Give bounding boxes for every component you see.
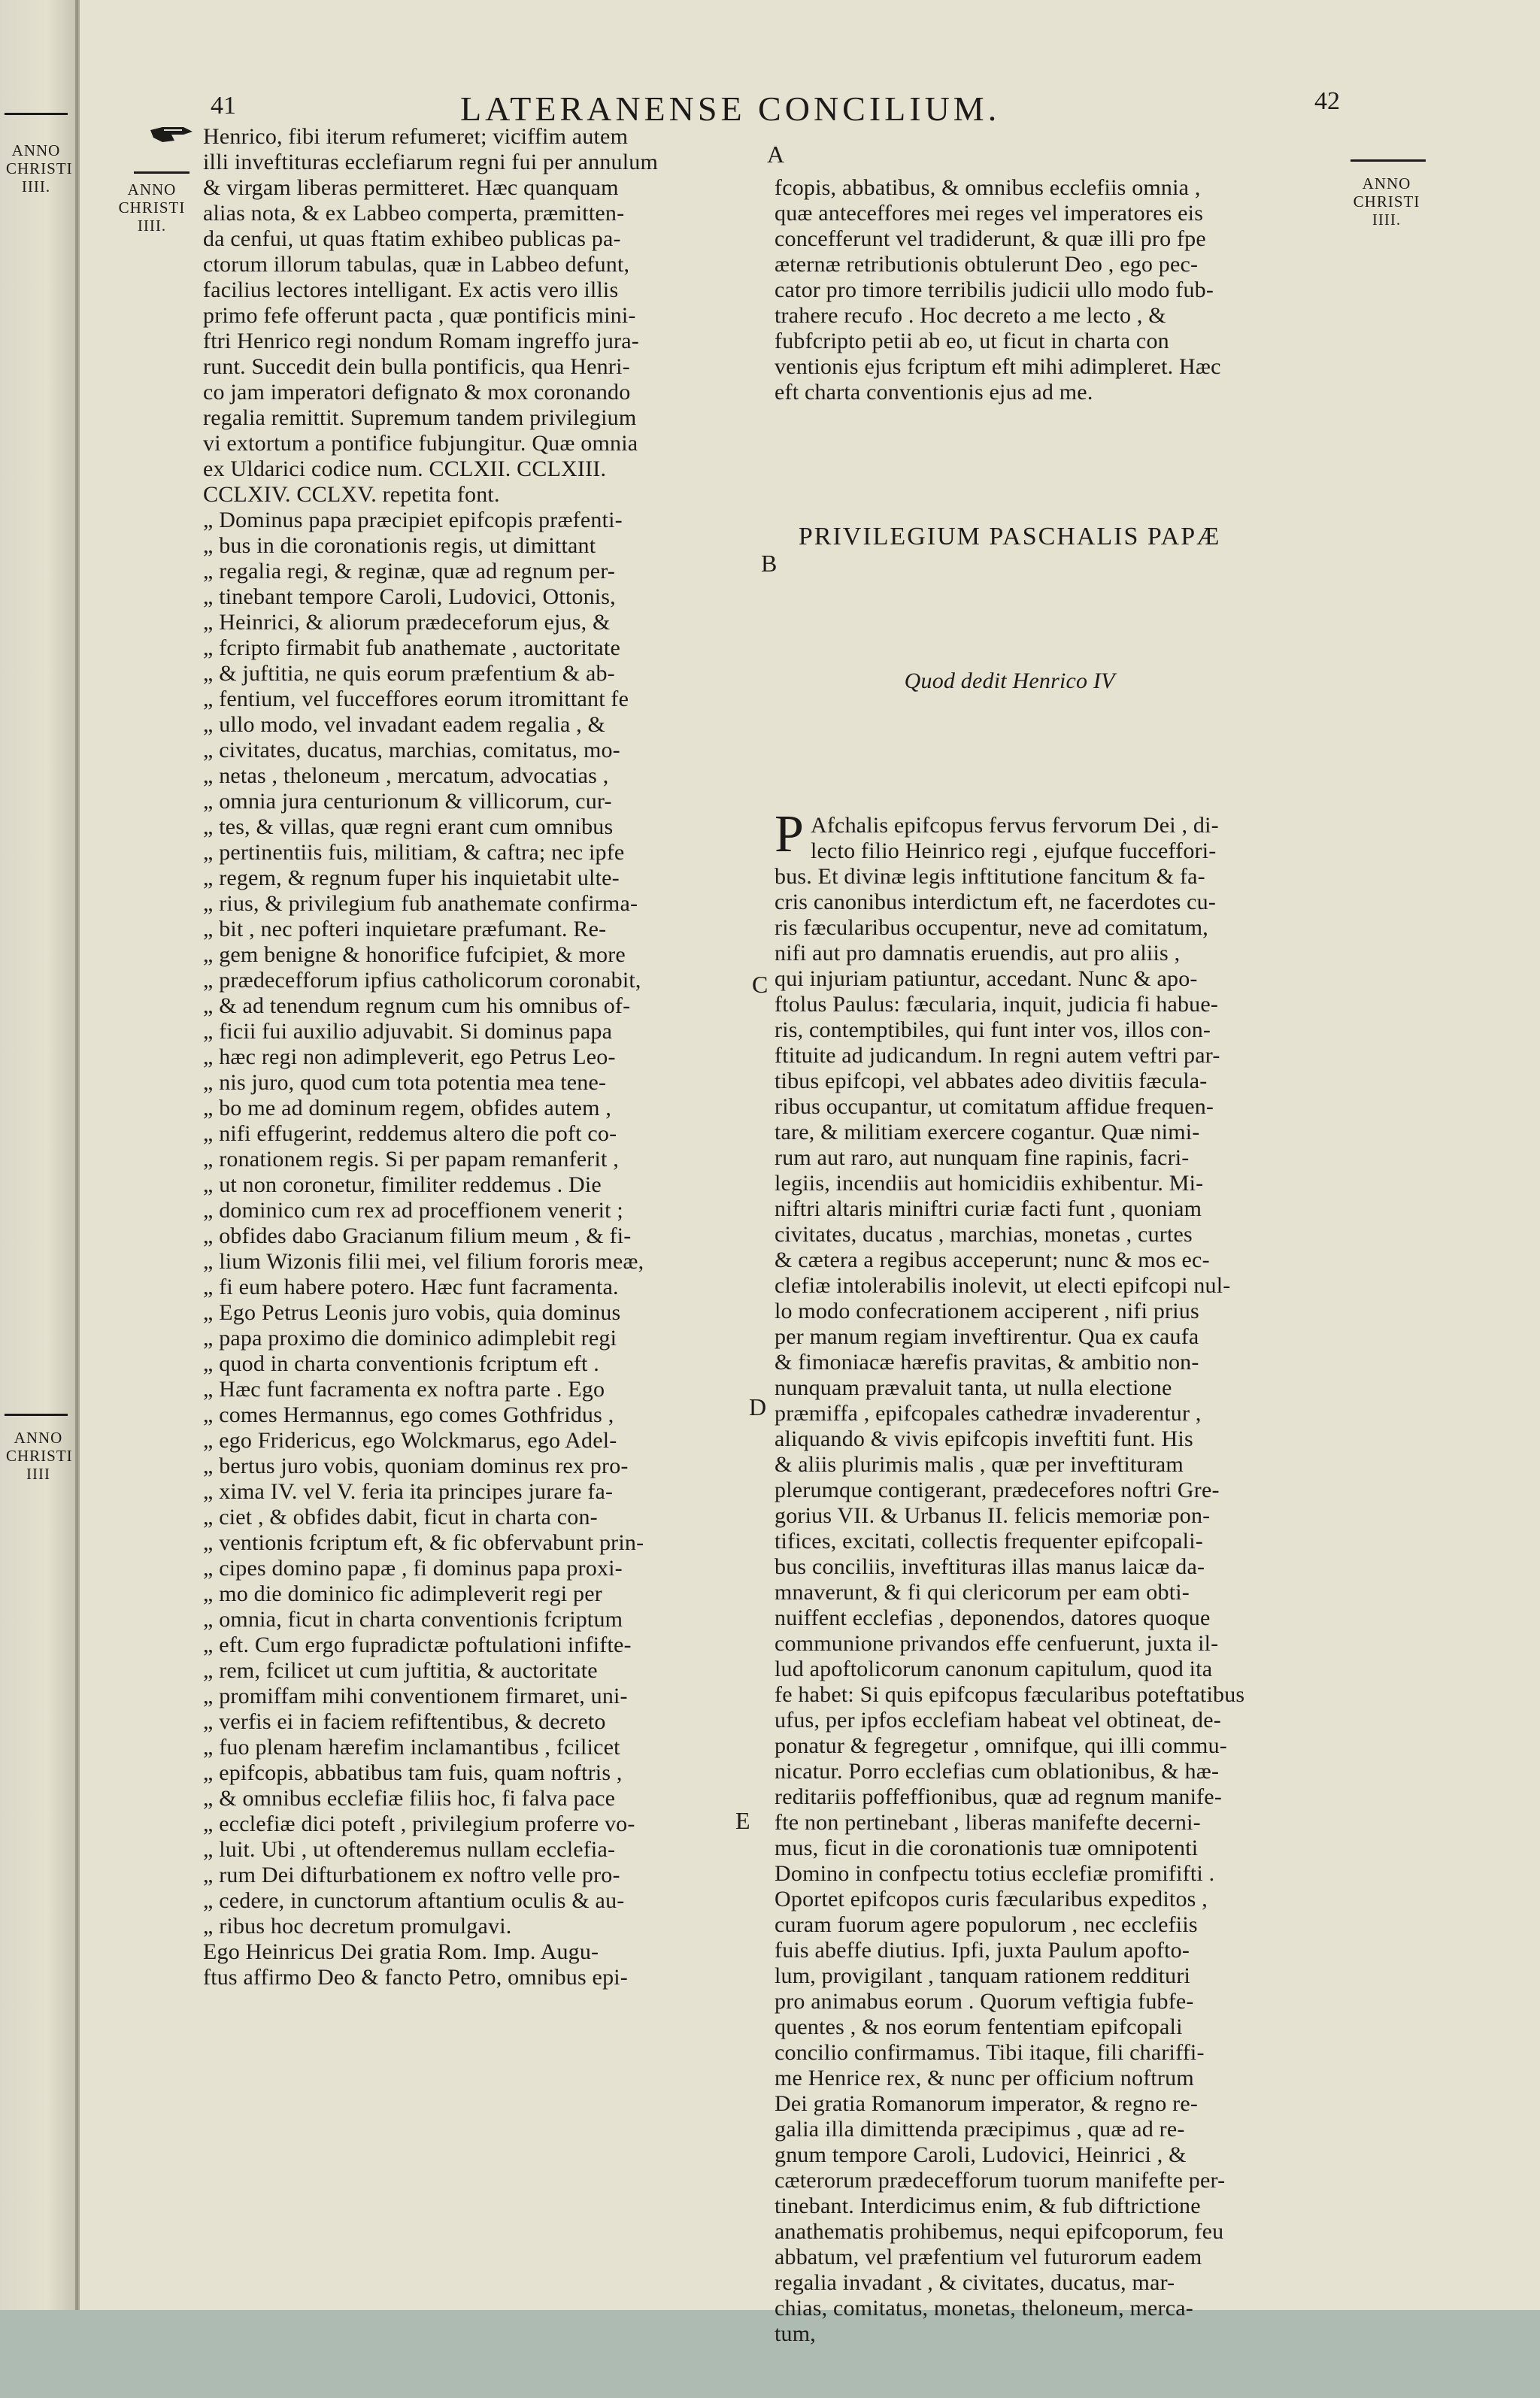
text-line: „ promiffam mihi conventionem firmaret, uni- xyxy=(203,1684,628,1708)
text-line: mus, ficut in die coronationis tuæ omnipotenti xyxy=(775,1836,1199,1860)
text-line: illi inveftituras ecclefiarum regni fui per annulum xyxy=(203,150,658,174)
text-line: „ omnia, ficut in charta conventionis fcriptum xyxy=(203,1607,623,1632)
text-line: quentes , & nos eorum fententiam epifcopali xyxy=(775,2015,1183,2039)
pointing-hand-icon xyxy=(149,124,194,145)
text-line: „ ventionis fcriptum eft, & fic obfervabunt prin- xyxy=(203,1530,644,1555)
text-line: plerumque contigerant, prædecefores noftri Gre- xyxy=(775,1478,1220,1502)
text-line: „ Dominus papa præcipiet epifcopis præfenti- xyxy=(203,508,623,532)
text-line: „ Ego Petrus Leonis juro vobis, quia dominus xyxy=(203,1300,621,1325)
margin-rule xyxy=(5,1414,68,1416)
text-line: Afchalis epifcopus fervus fervorum Dei , di- xyxy=(811,813,1219,838)
right-page-number: 42 xyxy=(1314,87,1340,115)
text-line: tare, & militiam exercere cogantur. Quæ nimi- xyxy=(775,1120,1200,1144)
text-line: fuis abeffe diutius. Ipfi, juxta Paulum apofto- xyxy=(775,1938,1190,1963)
margin-rule xyxy=(5,113,68,115)
text-line: „ & ad tenendum regnum cum his omnibus of- xyxy=(203,993,631,1018)
text-line: cæterorum prædecefforum tuorum manifefte per- xyxy=(775,2168,1226,2193)
text-line: fte non pertinebant , liberas manifefte decerni- xyxy=(775,1810,1201,1835)
text-line: Dei gratia Romanorum imperator, & regno re- xyxy=(775,2091,1199,2116)
text-line: reditariis poffeffionibus, quæ ad regnum manife- xyxy=(775,1784,1223,1809)
text-line: ris fæcularibus occupentur, neve ad comitatum, xyxy=(775,915,1208,940)
text-line: bus. Et divinæ legis inftitutione fancitum & fa- xyxy=(775,864,1205,889)
margin-rule xyxy=(1351,159,1426,162)
text-line: & cætera a regibus acceperunt; nunc & mos ec- xyxy=(775,1248,1210,1272)
text-line: „ & omnibus ecclefiæ filiis hoc, fi falva pace xyxy=(203,1786,616,1811)
text-line: facilius lectores intelligant. Ex actis vero illis xyxy=(203,277,619,302)
text-line: „ omnia jura centurionum & villicorum, cur- xyxy=(203,789,612,814)
text-line: „ regem, & regnum fuper his inquietabit ulte- xyxy=(203,866,620,890)
privilege-title: PRIVILEGIUM PASCHALIS PAPÆ xyxy=(798,523,1221,550)
book-gutter xyxy=(0,0,78,2310)
text-line: & fimoniacæ hærefis pravitas, & ambitio non- xyxy=(775,1350,1199,1375)
margin-note-far-left-lower: ANNO CHRISTI IIII xyxy=(6,1429,73,1483)
text-line: gnum tempore Caroli, Ludovici, Heinrici , & xyxy=(775,2142,1187,2167)
section-marker-d: D xyxy=(749,1393,767,1420)
text-line: CCLXIV. CCLXV. repetita font. xyxy=(203,482,500,507)
text-line: tifices, excitati, collectis frequenter epifcopali- xyxy=(775,1529,1203,1554)
text-line: ufus, per ipfos ecclefiam habeat vel obtineat, de- xyxy=(775,1708,1221,1733)
text-line: „ epifcopis, abbatibus tam fuis, quam noftris , xyxy=(203,1760,623,1785)
text-line: gorius VII. & Urbanus II. felicis memoriæ pon- xyxy=(775,1503,1211,1528)
text-line: „ cipes domino papæ , fi dominus papa proxi- xyxy=(203,1556,623,1581)
text-line: ris, contemptibiles, qui funt inter vos, illos con- xyxy=(775,1017,1211,1042)
text-line: regalia remittit. Supremum tandem privilegium xyxy=(203,405,637,430)
text-line: „ verfis ei in faciem refiftentibus, & decreto xyxy=(203,1709,606,1734)
text-line: ctorum illorum tabulas, quæ in Labbeo defunt, xyxy=(203,252,630,277)
text-line: „ rum Dei difturbationem ex noftro velle pro- xyxy=(203,1863,620,1887)
text-line: „ fi eum habere potero. Hæc funt facramenta. xyxy=(203,1275,619,1299)
text-line: communione privandos effe cenfuerunt, juxta il- xyxy=(775,1631,1219,1656)
text-line: ftituite ad judicandum. In regni autem veftri par- xyxy=(775,1043,1220,1068)
section-marker-a: A xyxy=(767,141,785,168)
text-line: nuiffent ecclefias , deponendos, datores quoque xyxy=(775,1605,1211,1630)
text-line: ventionis ejus fcriptum eft mihi adimpleret. Hæc xyxy=(775,354,1221,379)
text-line: chias, comitatus, monetas, theloneum, merca- xyxy=(775,2296,1193,2321)
text-line: quæ anteceffores mei reges vel imperatores eis xyxy=(775,201,1204,226)
text-line: Domino in confpectu totius ecclefiæ promififti . xyxy=(775,1861,1215,1886)
text-line: pro animabus eorum . Quorum veftigia fubfe- xyxy=(775,1989,1194,2014)
text-line: „ tinebant tempore Caroli, Ludovici, Ottonis, xyxy=(203,584,616,609)
text-line: „ civitates, ducatus, marchias, comitatus, mo- xyxy=(203,738,620,762)
text-line: fcopis, abbatibus, & omnibus ecclefiis omnia , xyxy=(775,175,1201,200)
text-line: bus conciliis, inveftituras illas manus laicæ da- xyxy=(775,1554,1205,1579)
text-line: „ obfides dabo Gracianum filium meum , & fi- xyxy=(203,1223,632,1248)
text-line: Oportet epifcopos curis fæcularibus expeditos , xyxy=(775,1887,1208,1911)
text-line: ftri Henrico regi nondum Romam ingreffo jura- xyxy=(203,329,639,353)
text-line: civitates, ducatus , marchias, monetas , curtes xyxy=(775,1222,1193,1247)
text-line: tibus epifcopi, vel abbates adeo divitiis fæcula- xyxy=(775,1069,1208,1093)
text-line: „ bus in die coronationis regis, ut dimittant xyxy=(203,533,596,558)
text-line: legiis, incendiis aut homicidiis exhibentur. Mi- xyxy=(775,1171,1204,1196)
text-line: „ hæc regi non adimpleverit, ego Petrus Leo- xyxy=(203,1044,616,1069)
text-line: „ comes Hermannus, ego comes Gothfridus , xyxy=(203,1402,614,1427)
text-line: „ xima IV. vel V. feria ita principes jurare fa- xyxy=(203,1479,614,1504)
text-line: concefferunt vel tradiderunt, & quæ illi pro fpe xyxy=(775,226,1206,251)
text-line: „ ribus hoc decretum promulgavi. xyxy=(203,1914,512,1939)
text-line: „ quod in charta conventionis fcriptum eft . xyxy=(203,1351,599,1376)
text-line: fe habet: Si quis epifcopus fæcularibus poteftatibus xyxy=(775,1682,1245,1707)
text-line: runt. Succedit dein bulla pontificis, qua Henri- xyxy=(203,354,630,379)
margin-note-left-column: ANNO CHRISTI IIII. xyxy=(118,180,186,235)
text-line: „ pertinentiis fuis, militiam, & caftra; nec ipfe xyxy=(203,840,625,865)
text-line: „ mo die dominico fic adimpleverit regi per xyxy=(203,1581,602,1606)
section-marker-e: E xyxy=(735,1807,750,1834)
text-line: „ fentium, vel fucceffores eorum itromittant fe xyxy=(203,687,629,711)
text-line: eft charta conventionis ejus ad me. xyxy=(775,380,1093,405)
text-line: Ego Heinricus Dei gratia Rom. Imp. Augu- xyxy=(203,1939,599,1964)
text-line: vi extortum a pontifice fubjungitur. Quæ omnia xyxy=(203,431,638,456)
text-line: „ & juftitia, ne quis eorum præfentium & ab- xyxy=(203,661,615,686)
text-line: alias nota, & ex Labbeo comperta, præmitten- xyxy=(203,201,625,226)
text-line: „ rius, & privilegium fub anathemate confirma- xyxy=(203,891,638,916)
text-line: da cenfui, ut quas ftatim exhibeo publicas pa- xyxy=(203,226,621,251)
text-line: „ rem, fcilicet ut cum juftitia, & auctoritate xyxy=(203,1658,598,1683)
text-line: „ papa proximo die dominico adimplebit regi xyxy=(203,1326,617,1351)
text-line: aliquando & vivis epifcopis inveftiti funt. His xyxy=(775,1426,1193,1451)
text-line: „ prædecefforum ipfius catholicorum coronabit, xyxy=(203,968,641,993)
text-line: „ ego Fridericus, ego Wolckmarus, ego Adel- xyxy=(203,1428,617,1453)
left-page-number: 41 xyxy=(211,92,236,120)
text-line: „ eft. Cum ergo fupradictæ poftulationi infifte- xyxy=(203,1633,632,1657)
privilege-subtitle: Quod dedit Henrico IV xyxy=(904,668,1115,693)
text-line: „ nifi effugerint, reddemus altero die poft co- xyxy=(203,1121,617,1146)
text-line: „ ut non coronetur, fimiliter reddemus . Die xyxy=(203,1172,602,1197)
text-line: per manum regiam inveftirentur. Qua ex caufa xyxy=(775,1324,1199,1349)
text-line: tinebant. Interdicimus enim, & fub diftrictione xyxy=(775,2193,1201,2218)
text-line: „ bo me ad dominum regem, obfides autem , xyxy=(203,1096,612,1120)
text-line: „ bit , nec pofteri inquietare præfumant. Re- xyxy=(203,917,607,941)
text-line: „ ecclefiæ dici poteft , privilegium proferre vo- xyxy=(203,1811,635,1836)
text-line: clefiæ intolerabilis inolevit, ut electi epifcopi nul- xyxy=(775,1273,1231,1298)
text-line: lo modo confecrationem acciperent , nifi prius xyxy=(775,1299,1199,1323)
text-line: „ regalia regi, & reginæ, quæ ad regnum per- xyxy=(203,559,616,584)
text-line: „ gem benigne & honorifice fufcipiet, & more xyxy=(203,942,626,967)
text-line: ribus occupantur, ut comitatum affidue frequen- xyxy=(775,1094,1214,1119)
text-line: curam fuorum agere populorum , nec ecclefiis xyxy=(775,1912,1198,1937)
binding-edge xyxy=(75,0,80,2310)
text-line: ftus affirmo Deo & fancto Petro, omnibus epi- xyxy=(203,1965,628,1990)
text-line: „ fcripto firmabit fub anathemate , auctoritate xyxy=(203,635,620,660)
text-line: „ Heinrici, & aliorum prædeceforum ejus, & xyxy=(203,610,611,635)
text-line: Henrico, fibi iterum refumeret; viciffim autem xyxy=(203,124,629,149)
text-line: „ ciet , & obfides dabit, ficut in charta con- xyxy=(203,1505,598,1529)
text-line: „ cedere, in cunctorum aftantium oculis & au- xyxy=(203,1888,625,1913)
text-line: „ dominico cum rex ad proceffionem venerit ; xyxy=(203,1198,623,1223)
text-line: trahere recufo . Hoc decreto a me lecto , & xyxy=(775,303,1166,328)
text-line: niftri altaris miniftri curiæ facti funt , quoniam xyxy=(775,1196,1202,1221)
margin-note-far-left-top: ANNO CHRISTI IIII. xyxy=(6,141,73,196)
text-line: „ ronationem regis. Si per papam remanferit , xyxy=(203,1147,619,1172)
text-line: nifi aut pro damnatis eruendis, aut pro aliis , xyxy=(775,941,1181,966)
text-line: cris canonibus interdictum eft, ne facerdotes cu- xyxy=(775,890,1217,914)
section-marker-c: C xyxy=(752,971,768,998)
text-line: anathematis prohibemus, nequi epifcoporum, feu xyxy=(775,2219,1224,2244)
text-line: „ luit. Ubi , ut oftenderemus nullam ecclefia- xyxy=(203,1837,616,1862)
text-line: lecto filio Heinrico regi , ejufque fucceffori- xyxy=(811,838,1217,863)
text-line: lud apoftolicorum canonum capitulum, quod ita xyxy=(775,1657,1213,1681)
drop-cap: P xyxy=(775,805,805,863)
text-line: abbatum, vel præfentium vel futurorum eadem xyxy=(775,2245,1202,2269)
text-line: æternæ retributionis obtulerunt Deo , ego pec- xyxy=(775,252,1199,277)
text-line: „ lium Wizonis filii mei, vel filium fororis meæ, xyxy=(203,1249,644,1274)
text-line: „ tes, & villas, quæ regni erant cum omnibus xyxy=(203,814,614,839)
text-line: „ bertus juro vobis, quoniam dominus rex pro- xyxy=(203,1454,629,1478)
text-line: fubfcripto petii ab eo, ut ficut in charta con xyxy=(775,329,1169,353)
text-line: ex Uldarici codice num. CCLXII. CCLXIII. xyxy=(203,456,607,481)
section-marker-b: B xyxy=(761,550,778,577)
running-title: LATERANENSE CONCILIUM. xyxy=(460,89,1001,128)
text-line: præmiffa , epifcopales cathedræ invaderentur , xyxy=(775,1401,1202,1426)
text-line: lum, provigilant , tanquam rationem redditurі xyxy=(775,1963,1191,1988)
text-line: rum aut raro, aut nunquam fine rapinis, facri- xyxy=(775,1145,1190,1170)
text-line: ftolus Paulus: fæcularia, inquit, judicia fi habue- xyxy=(775,992,1219,1017)
text-line: nicatur. Porro ecclefias cum oblationibus, & hæ- xyxy=(775,1759,1220,1784)
text-line: primo fefe offerunt pacta , quæ pontificis mini- xyxy=(203,303,636,328)
text-line: ponatur & fegregetur , omnifque, qui illi commu- xyxy=(775,1733,1227,1758)
text-line: „ Hæc funt facramenta ex noftra parte . Ego xyxy=(203,1377,605,1402)
text-line: cator pro timore terribilis judicii ullo modo fub- xyxy=(775,277,1214,302)
text-line: „ nis juro, quod cum tota potentia mea tene- xyxy=(203,1070,607,1095)
text-line: „ ficii fui auxilio adjuvabit. Si dominus papa xyxy=(203,1019,613,1044)
text-line: „ ullo modo, vel invadant eadem regalia , & xyxy=(203,712,606,737)
text-line: „ fuo plenam hærefim inclamantibus , fcilicet xyxy=(203,1735,620,1760)
margin-note-right: ANNO CHRISTI IIII. xyxy=(1353,174,1420,229)
text-line: me Henrice rex, & nunc per officium noftrum xyxy=(775,2066,1194,2090)
text-line: tum, xyxy=(775,2321,816,2346)
text-line: & aliis plurimis malis , quæ per inveftituram xyxy=(775,1452,1184,1477)
right-text-column xyxy=(775,124,1244,2398)
text-line: mnaverunt, & fi qui clericorum per eam obti- xyxy=(775,1580,1190,1605)
text-line: regalia invadant , & civitates, ducatus, mar- xyxy=(775,2270,1175,2295)
text-line: concilio confirmamus. Tibi itaque, fili chariffi- xyxy=(775,2040,1205,2065)
text-line: nunquam prævaluit tanta, ut nulla electione xyxy=(775,1375,1172,1400)
text-line: co jam imperatori defignato & mox coronando xyxy=(203,380,631,405)
text-line: & virgam liberas permitteret. Hæc quanquam xyxy=(203,175,619,200)
text-line: galia illa dimittenda præcipimus , quæ ad re- xyxy=(775,2117,1185,2142)
text-line: qui injuriam patiuntur, accedant. Nunc & apo- xyxy=(775,966,1198,991)
text-line: „ netas , theloneum , mercatum, advocatias , xyxy=(203,763,609,788)
margin-rule xyxy=(134,171,189,174)
left-text-column xyxy=(203,124,658,1990)
